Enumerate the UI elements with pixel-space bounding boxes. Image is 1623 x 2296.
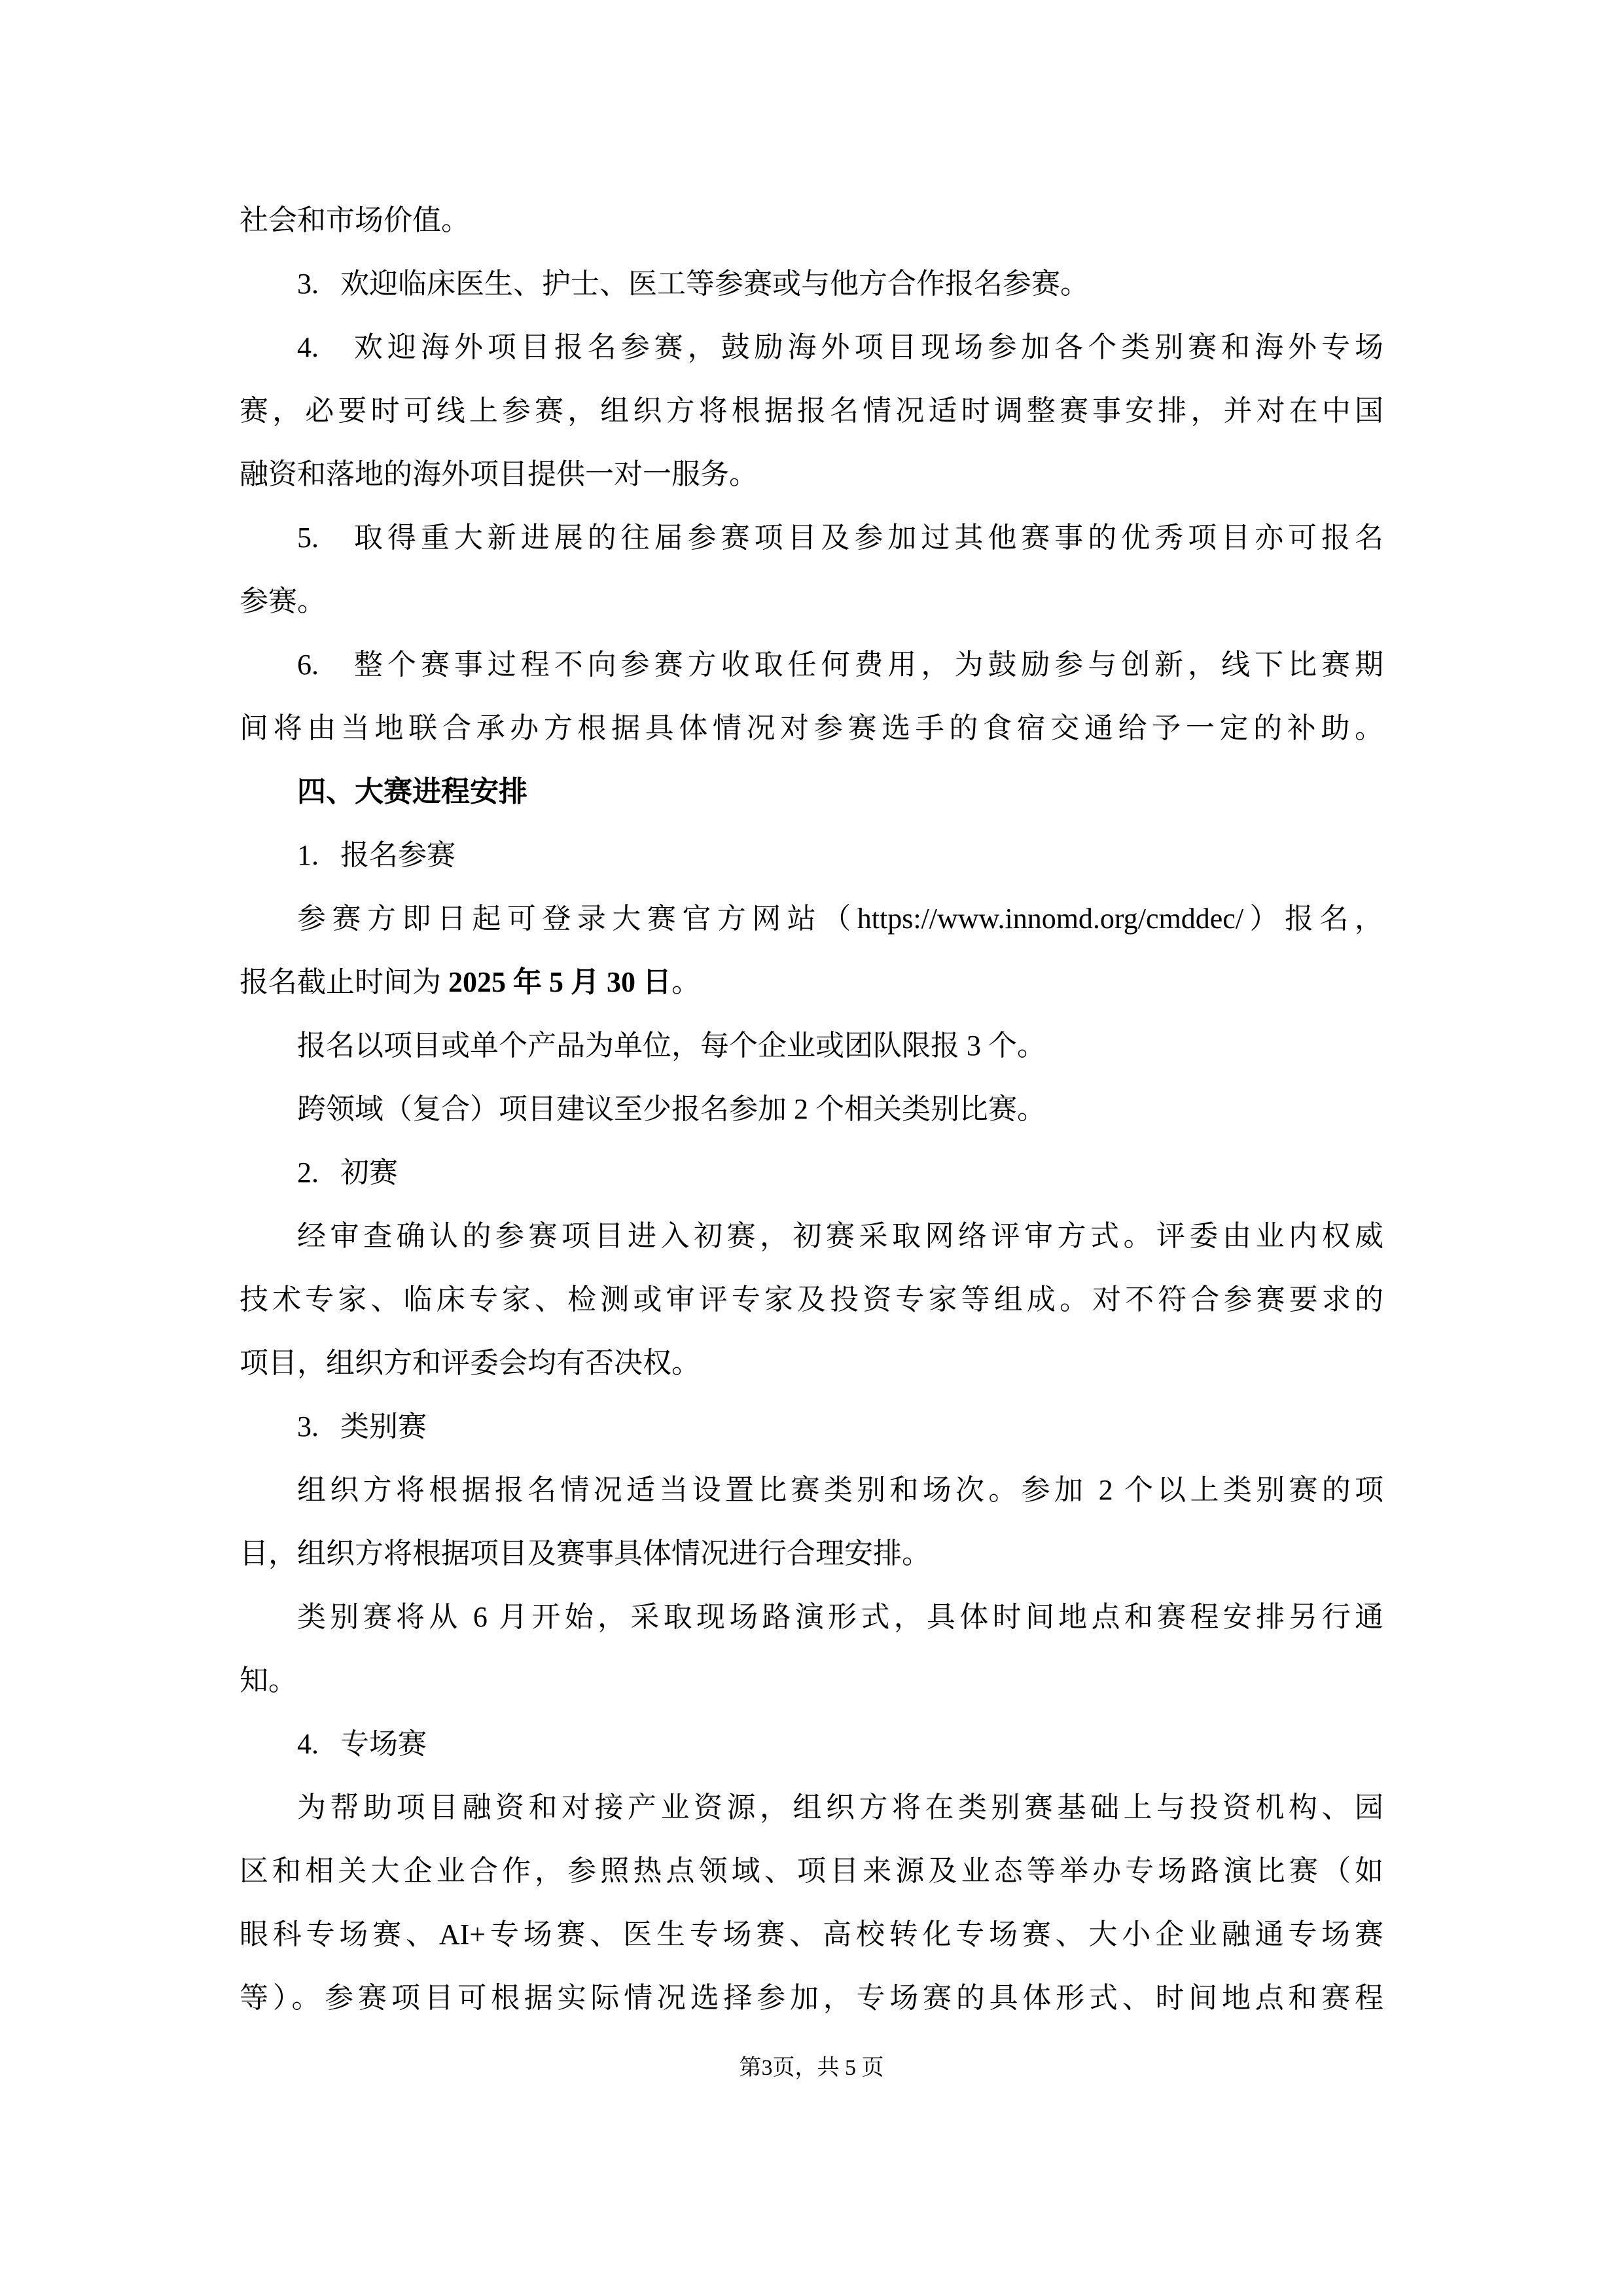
numbered-item-line: 1. 报名参赛 bbox=[297, 839, 455, 871]
text-line: 组织方将根据报名情况适当设置比赛类别和场次。参加 2 个以上类别赛的项 bbox=[297, 1474, 1383, 1506]
page-body-text bbox=[240, 188, 1383, 2030]
text-line: 间将由当地联合承办方根据具体情况对参赛选手的食宿交通给予一定的补助。 bbox=[240, 712, 1383, 744]
text-line: 为帮助项目融资和对接产业资源，组织方将在类别赛基础上与投资机构、园 bbox=[297, 1791, 1383, 1823]
numbered-item-line: 4. 欢迎海外项目报名参赛，鼓励海外项目现场参加各个类别赛和海外专场 bbox=[297, 331, 1383, 363]
numbered-item-line: 3. 类别赛 bbox=[297, 1410, 427, 1443]
section-heading: 四、大赛进程安排 bbox=[297, 776, 527, 808]
text-line: 项目，组织方和评委会均有否决权。 bbox=[240, 1347, 700, 1379]
numbered-item-line: 4. 专场赛 bbox=[297, 1728, 427, 1760]
text-line: 等）。参赛项目可根据实际情况选择参加，专场赛的具体形式、时间地点和赛程 bbox=[240, 1982, 1383, 2014]
text-line: 融资和落地的海外项目提供一对一服务。 bbox=[240, 458, 758, 490]
text-line: 知。 bbox=[240, 1664, 297, 1696]
numbered-item-line: 2. 初赛 bbox=[297, 1157, 398, 1189]
deadline-line bbox=[240, 950, 1383, 1014]
deadline-bold-text: 2025 年 5 月 30 日 bbox=[448, 966, 671, 998]
text-line: 眼科专场赛、AI+专场赛、医生专场赛、高校转化专场赛、大小企业融通专场赛 bbox=[240, 1918, 1383, 1950]
text-line-with-url: 参赛方即日起可登录大赛官方网站（https://www.innomd.org/cmddec/）报名， bbox=[297, 903, 1383, 935]
page-footer: 第3页，共 5 页 bbox=[739, 2056, 884, 2080]
text-line: 参赛。 bbox=[240, 585, 326, 617]
text-line: 跨领域（复合）项目建议至少报名参加 2 个相关类别比赛。 bbox=[297, 1093, 1046, 1125]
deadline-prefix: 报名截止时间为 bbox=[240, 966, 448, 998]
text-line: 赛，必要时可线上参赛，组织方将根据报名情况适时调整赛事安排，并对在中国 bbox=[240, 395, 1383, 427]
numbered-item-line: 5. 取得重大新进展的往届参赛项目及参加过其他赛事的优秀项目亦可报名 bbox=[297, 522, 1383, 554]
text-line: 社会和市场价值。 bbox=[240, 204, 470, 236]
deadline-suffix: 。 bbox=[671, 966, 700, 998]
text-line: 经审查确认的参赛项目进入初赛，初赛采取网络评审方式。评委由业内权威 bbox=[297, 1220, 1383, 1252]
text-line: 技术专家、临床专家、检测或审评专家及投资专家等组成。对不符合参赛要求的 bbox=[240, 1283, 1383, 1316]
numbered-item-line: 3. 欢迎临床医生、护士、医工等参赛或与他方合作报名参赛。 bbox=[297, 268, 1089, 300]
text-line: 区和相关大企业合作，参照热点领域、项目来源及业态等举办专场路演比赛（如 bbox=[240, 1855, 1383, 1887]
text-line: 目，组织方将根据项目及赛事具体情况进行合理安排。 bbox=[240, 1537, 931, 1570]
text-line: 类别赛将从 6 月开始，采取现场路演形式，具体时间地点和赛程安排另行通 bbox=[297, 1601, 1383, 1633]
text-line: 报名以项目或单个产品为单位，每个企业或团队限报 3 个。 bbox=[297, 1030, 1046, 1062]
numbered-item-line: 6. 整个赛事过程不向参赛方收取任何费用，为鼓励参与创新，线下比赛期 bbox=[297, 649, 1383, 681]
